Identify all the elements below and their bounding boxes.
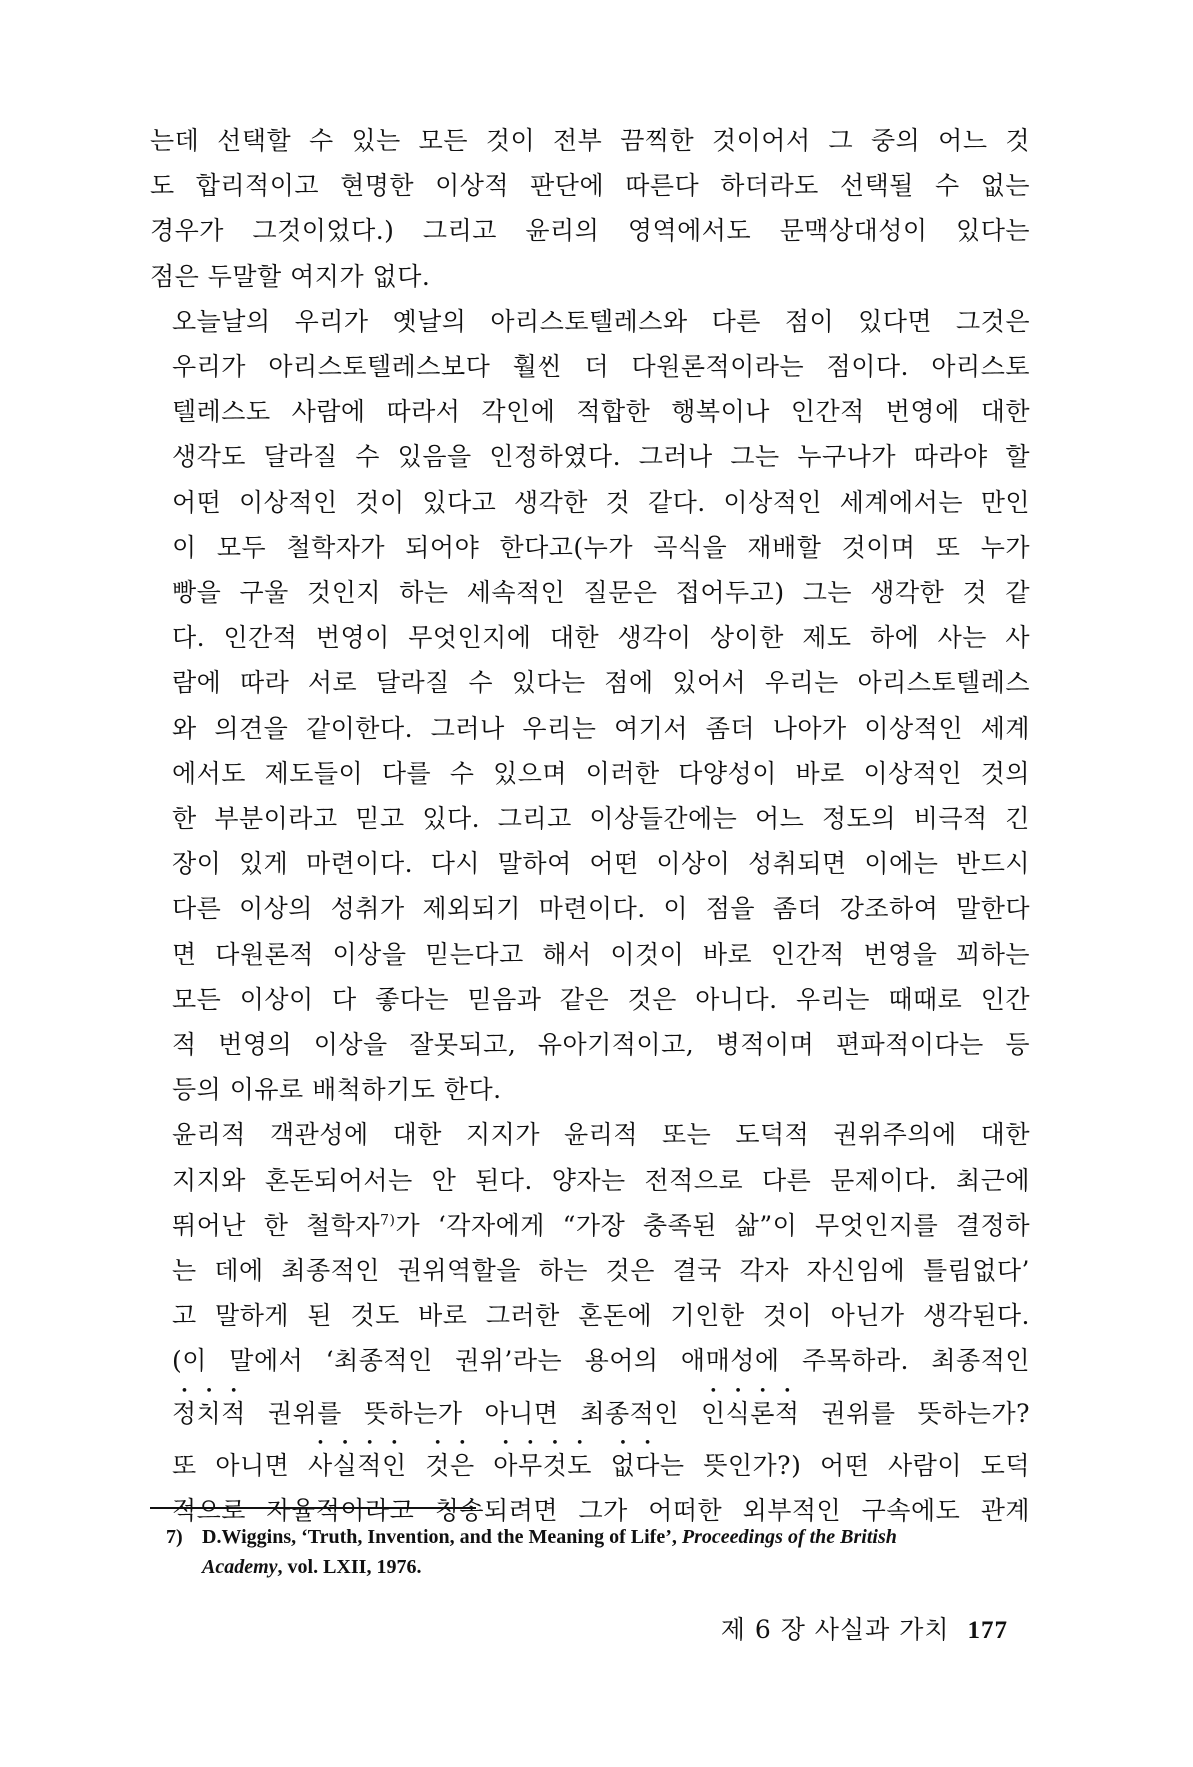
footnote-ref: 7) [380,1212,396,1229]
footnote-journal: Proceedings of the British [681,1526,897,1548]
text-line: 적 번영의 이상을 잘못되고, 유아기적이고, 병적이며 편파적이다는 등 [172,1030,1030,1060]
text-line: 이 모두 철학자가 되어야 한다고(누가 곡식을 재배할 것이며 또 누가 [172,532,1030,562]
text-line: 지지와 혼돈되어서는 안 된다. 양자는 전적으로 다른 문제이다. 최근에 [172,1165,1030,1195]
text-line: 는데 선택할 수 있는 모든 것이 전부 끔찍한 것이어서 그 중의 어느 것 [150,126,1030,155]
text-line: 다. 인간적 번영이 무엇인지에 대한 생각이 상이한 제도 하에 사는 사 [172,623,1030,653]
text-run: 가 ‘각자에게 “가장 충족된 삶”이 무엇인지를 결정하 [395,1210,1030,1240]
footnote-divider [150,1507,476,1509]
emphasis-text: 사실적인 것은 아무것도 없다 [308,1450,660,1480]
text-line: 장이 있게 마련이다. 다시 말하여 어떤 이상이 성취되면 이에는 반드시 [172,849,1030,879]
text-line: 다른 이상의 성취가 제외되기 마련이다. 이 점을 좀더 강조하여 말한다 [172,894,1030,924]
text-line: 고 말하게 된 것도 바로 그러한 혼돈에 기인한 것이 아닌가 생각된다. [172,1301,1030,1331]
text-line: 어떤 이상적인 것이 있다고 생각한 것 같다. 이상적인 세계에서는 만인 [172,487,1030,517]
main-text [150,118,1030,1533]
footnote-continuation [150,1552,1030,1582]
paragraph-2 [150,299,1030,1113]
footnote-volume: , vol. LXII, 1976. [277,1556,422,1578]
text-line: 텔레스도 사람에 따라서 각인에 적합한 행복이나 인간적 번영에 대한 [172,397,1030,427]
text-line: 오늘날의 우리가 옛날의 아리스토텔레스와 다른 점이 있다면 그것은 [172,306,1030,336]
footnote-journal-cont: Academy [202,1556,278,1578]
text-run: 또 아니면 [172,1450,308,1480]
chapter-title: 제 6 장 사실과 가치 [720,1615,950,1644]
text-line [150,1384,1030,1436]
text-line: 람에 따라 서로 달라질 수 있다는 점에 있어서 우리는 아리스토텔레스 [172,668,1030,698]
text-line: (이 말에서 ‘최종적인 권위’라는 용어의 애매성에 주목하라. 최종적인 [172,1346,1030,1376]
text-line: 에서도 제도들이 다를 수 있으며 이러한 다양성이 바로 이상적인 것의 [172,758,1030,788]
text-line: 한 부분이라고 믿고 있다. 그리고 이상들간에는 어느 정도의 비극적 긴 [172,804,1030,834]
emphasis-text: 정치적 [172,1398,246,1428]
paragraph-3 [150,1112,1030,1533]
text-run: 권위를 뜻하는가 아니면 최종적인 [245,1398,701,1428]
footnote-text: D.Wiggins, ‘Truth, Invention, and the Meaning of Life’, [202,1526,682,1548]
text-line: 적으로 자율적이라고 칭송되려면 그가 어떠한 외부적인 구속에도 관계 [172,1496,1030,1526]
text-line: 도 합리적이고 현명한 이상적 판단에 따른다 하더라도 선택될 수 없는 [150,171,1030,201]
emphasis-text: 인식론적 [700,1398,800,1428]
page-number: 177 [967,1617,1008,1644]
text-line: 면 다원론적 이상을 믿는다고 해서 이것이 바로 인간적 번영을 꾀하는 [172,939,1030,969]
text-line: 점은 두말할 여지가 없다. [150,261,431,291]
text-line: 와 의견을 같이한다. 그러나 우리는 여기서 좀더 나아가 이상적인 세계 [172,713,1030,743]
text-line: 생각도 달라질 수 있음을 인정하였다. 그러나 그는 누구나가 따라야 할 [172,442,1030,472]
text-line: 등의 이유로 배척하기도 한다. [172,1075,502,1105]
text-line: 빵을 구울 것인지 하는 세속적인 질문은 접어두고) 그는 생각한 것 같 [172,578,1030,608]
running-footer [721,1610,1008,1646]
footnote [150,1522,1030,1582]
text-line: 우리가 아리스토텔레스보다 훨씬 더 다원론적이라는 점이다. 아리스토 [172,352,1030,382]
text-line [150,1203,1030,1248]
footnote-number: 7) [166,1526,183,1548]
text-line: 모든 이상이 다 좋다는 믿음과 같은 것은 아니다. 우리는 때때로 인간 [172,984,1030,1014]
text-run: 뛰어난 한 철학자 [172,1210,381,1240]
text-run: 권위를 뜻하는가? [799,1398,1030,1428]
text-run: 는 뜻인가?) 어떤 사람이 도덕 [659,1450,1030,1480]
text-line [150,1436,1030,1488]
text-line: 윤리적 객관성에 대한 지지가 윤리적 또는 도덕적 권위주의에 대한 [172,1120,1030,1150]
text-line: 경우가 그것이었다.) 그리고 윤리의 영역에서도 문맥상대성이 있다는 [150,216,1030,246]
text-line: 는 데에 최종적인 권위역할을 하는 것은 결국 각자 자신임에 틀림없다’ [172,1256,1030,1286]
paragraph-1 [150,118,1030,299]
